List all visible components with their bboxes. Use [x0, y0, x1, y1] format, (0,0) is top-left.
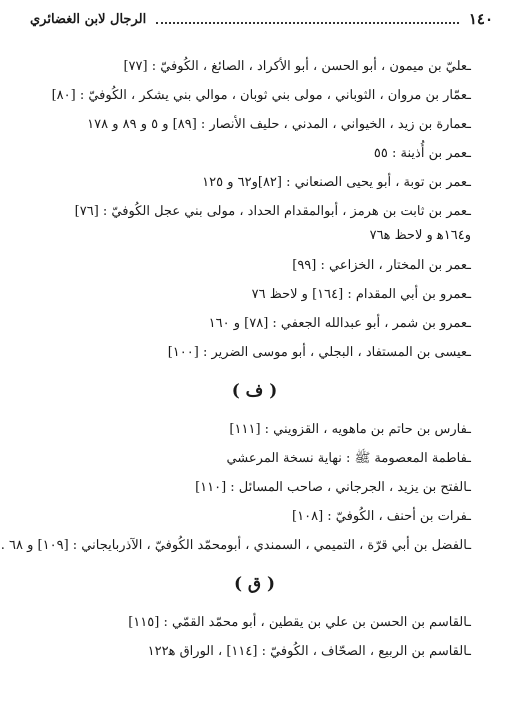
index-entry: ـعمارة بن زيد ، الخيواني ، المدني ، حليف الأنصار : [٨٩] و ٥ و ٨٩ و ١٧٨: [87, 117, 471, 132]
index-entry: ـفارس بن حاتم بن ماهويه ، القزويني : [١١١]: [229, 422, 471, 437]
index-entry: ـعمر بن أُذينة : ٥٥: [373, 146, 471, 161]
index-entry: ـالفضل بن أبي قرّة ، التميمي ، السمندي ، أبومحمّد الكُوفيّ ، الآذربايجاني : [١٠٩] و ٦٨ .: [0, 538, 471, 553]
index-entry: ـعمر بن توبة ، أبو يحيى الصنعاني : [٨٢]و٦٢ و ١٢٥: [202, 175, 471, 190]
running-title: الرجال لابن الغضائري: [30, 11, 147, 27]
index-entry: ـعمّار بن مروان ، الثوباني ، مولى بني ثوبان ، موالي بني يشكر ، الكُوفيّ : [٨٠]: [51, 88, 471, 103]
index-entry: ـعمرو بن أبي المقدام : [١٦٤] و لاحظ ٧٦: [251, 287, 471, 302]
index-entry: ـعيسى بن المستفاد ، البجلي ، أبو موسى الضرير : [١٠٠]: [167, 345, 471, 360]
index-entry: ـعمر بن المختار ، الخزاعي : [٩٩]: [292, 258, 471, 273]
section-heading-qaf: ( ق ): [233, 574, 276, 594]
index-entry: ـالقاسم بن الربيع ، الصحّاف ، الكُوفيّ : [١١٤] ، الوراق ﻫ١٢٢: [147, 644, 471, 659]
header-dotted-rule: [156, 22, 459, 24]
index-entry: ـعمرو بن شمر ، أبو عبدالله الجعفي : [٧٨] و ١٦٠: [208, 316, 471, 331]
section-heading-fa: ( ف ): [231, 381, 278, 401]
page-header: [30, 6, 493, 32]
page-number: ١٤٠: [468, 10, 493, 28]
index-entry: ـعمر بن ثابت بن هرمز ، أبوالمقدام الحداد ، مولى بني عجل الكُوفيّ : [٧٦] و١٦٤ﻫ و لاحظ ﻫ٧٦: [74, 204, 471, 243]
index-entry: ـفاطمة المعصومة ﷺ : نهاية نسخة المرعشي: [226, 451, 471, 466]
index-entry: ـالفتح بن يزيد ، الجرجاني ، صاحب المسائل : [١١٠]: [195, 480, 471, 495]
index-entry: ـعليّ بن ميمون ، أبو الحسن ، أبو الأكراد ، الصائغ ، الكُوفيّ : [٧٧]: [123, 59, 471, 74]
index-entries: [0, 52, 471, 666]
index-entry: ـفرات بن أحنف ، الكُوفيّ : [١٠٨]: [292, 509, 471, 524]
index-entry: ـالقاسم بن الحسن بن علي بن يقطين ، أبو محمّد القمّي : [١١٥]: [128, 615, 471, 630]
